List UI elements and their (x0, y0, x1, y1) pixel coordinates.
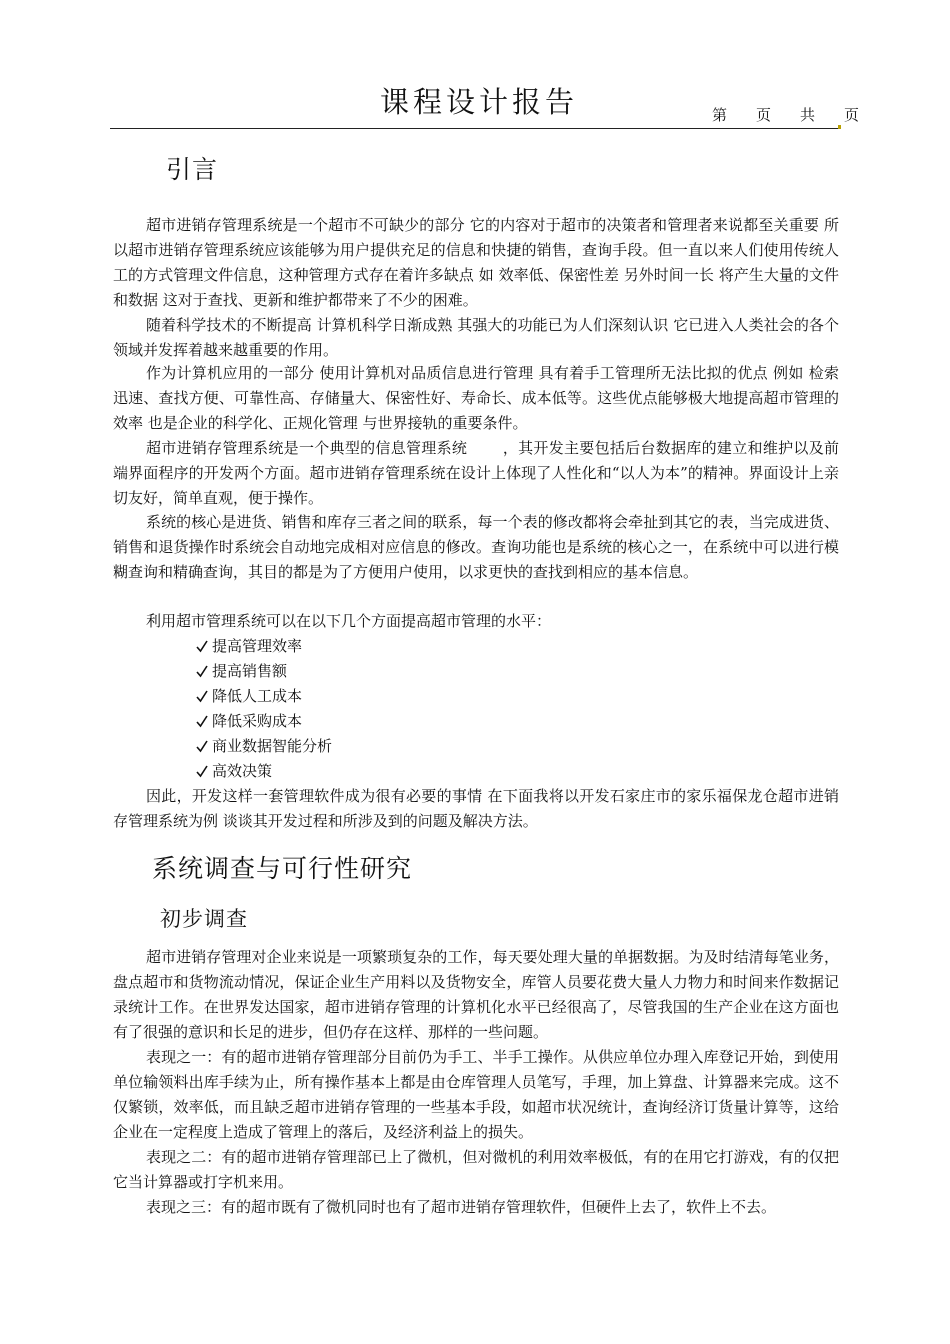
checkmark-icon (196, 664, 208, 678)
survey-subheading: 初步调查 (160, 907, 248, 931)
intro-closing-paragraph: 因此，开发这样一套管理软件成为很有必要的事情 在下面我将以开发石家庄市的家乐福保龙仓超市进销存管理系统为例 谈谈其开发过程和所涉及到的问题及解决方法。 (113, 787, 839, 830)
header-divider-mark (838, 125, 841, 129)
report-title: 课程设计报告 (380, 85, 579, 119)
intro-heading: 引言 (166, 155, 219, 184)
benefits-list (196, 634, 332, 783)
survey-paragraph-2: 表现之一：有的超市进销存管理部分目前仍为手工、半手工操作。从供应单位办理入库登记开始，到使用单位输领料出库手续为止，所有操作基本上都是由仓库管理人员笔写，手理，加上算盘、计算器来完成。这不仅繁锁，效率低，而且缺乏超市进销存管理的一些基本手段，如超市状况统计，查询经济订货量计算等，这给企业在一定程度上造成了管理上的落后，及经济利益上的损失。 (113, 1048, 839, 1141)
survey-paragraph-1: 超市进销存管理对企业来说是一项繁琐复杂的工作，每天要处理大量的单据数据。为及时结清每笔业务，盘点超市和货物流动情况，保证企业生产用料以及货物安全，库管人员要花费大量人力物力和时间来作数据记录统计工作。在世界发达国家，超市进销存管理的计算机化水平已经很高了，尽管我国的生产企业在这方面也有了很强的意识和长足的进步，但仍存在这样、那样的一些问题。 (113, 948, 839, 1041)
page-label-gong: 共 (800, 106, 817, 124)
page-label-ye: 页 (756, 106, 773, 124)
list-item-label: 降低人工成本 (212, 686, 303, 705)
checkmark-icon (196, 739, 208, 753)
checkmark-icon (196, 689, 208, 703)
checkmark-icon (196, 639, 208, 653)
page-label-di: 第 (712, 106, 729, 124)
list-item-label: 提高销售额 (212, 661, 288, 680)
survey-heading: 系统调查与可行性研究 (152, 854, 413, 883)
list-item-label: 提高管理效率 (212, 637, 303, 655)
intro-paragraph-3: 作为计算机应用的一部分 使用计算机对品质信息进行管理 具有着手工管理所无法比拟的优点 例如 检索迅速、查找方便、可靠性高、存储量大、保密性好、寿命长、成本低等。这些优点能够极大地提高超市管理的效率 也是企业的科学化、正规化管理 与世界接轨的重要条件。 (113, 364, 839, 432)
intro-paragraph-4: 超市进销存管理系统是一个典型的信息管理系统 ，其开发主要包括后台数据库的建立和维护以及前端界面程序的开发两个方面。超市进销存管理系统在设计上体现了人性化和“以人为本”的精神。界面设计上亲切友好，简单直观，便于操作。 (113, 439, 839, 507)
list-item (196, 659, 332, 684)
intro-paragraph-6: 利用超市管理系统可以在以下几个方面提高超市管理的水平： (146, 612, 552, 630)
intro-paragraph-1: 超市进销存管理系统是一个超市不可缺少的部分 它的内容对于超市的决策者和管理者来说都至关重要 所以超市进销存管理系统应该能够为用户提供充足的信息和快捷的销售，查询手段。但一直以来人们使用传统人工的方式管理文件信息，这种管理方式存在着许多缺点 如 效率低、保密性差 另外时间一长 将产生大量的文件和数据 这对于查找、更新和维护都带来了不少的困难。 (113, 216, 839, 309)
list-item-label: 商业数据智能分析 (212, 736, 333, 755)
list-item-label: 降低采购成本 (212, 711, 303, 730)
intro-paragraph-2: 随着科学技术的不断提高 计算机科学日渐成熟 其强大的功能已为人们深刻认识 它已进入人类社会的各个领域并发挥着越来越重要的作用。 (113, 316, 839, 359)
list-item (196, 684, 332, 709)
page-indicator (712, 104, 860, 125)
list-item (196, 759, 332, 784)
page-label-ye-total: 页 (844, 106, 861, 124)
list-item-label: 高效决策 (212, 761, 273, 780)
intro-paragraph-5: 系统的核心是进货、销售和库存三者之间的联系，每一个表的修改都将会牵扯到其它的表，当完成进货、销售和退货操作时系统会自动地完成相对应信息的修改。查询功能也是系统的核心之一，在系统中可以进行模糊查询和精确查询，其目的都是为了方便用户使用，以求更快的查找到相应的基本信息。 (113, 513, 839, 581)
survey-paragraph-3: 表现之二：有的超市进销存管理部已上了微机，但对微机的利用效率极低，有的在用它打游戏，有的仅把它当计算器或打字机来用。 (113, 1148, 839, 1191)
list-item (196, 734, 332, 759)
checkmark-icon (196, 714, 208, 728)
checkmark-icon (196, 764, 208, 778)
list-item (196, 634, 332, 659)
survey-paragraph-4: 表现之三：有的超市既有了微机同时也有了超市进销存管理软件，但硬件上去了，软件上不去。 (146, 1198, 777, 1216)
header-divider (110, 128, 841, 129)
list-item (196, 709, 332, 734)
